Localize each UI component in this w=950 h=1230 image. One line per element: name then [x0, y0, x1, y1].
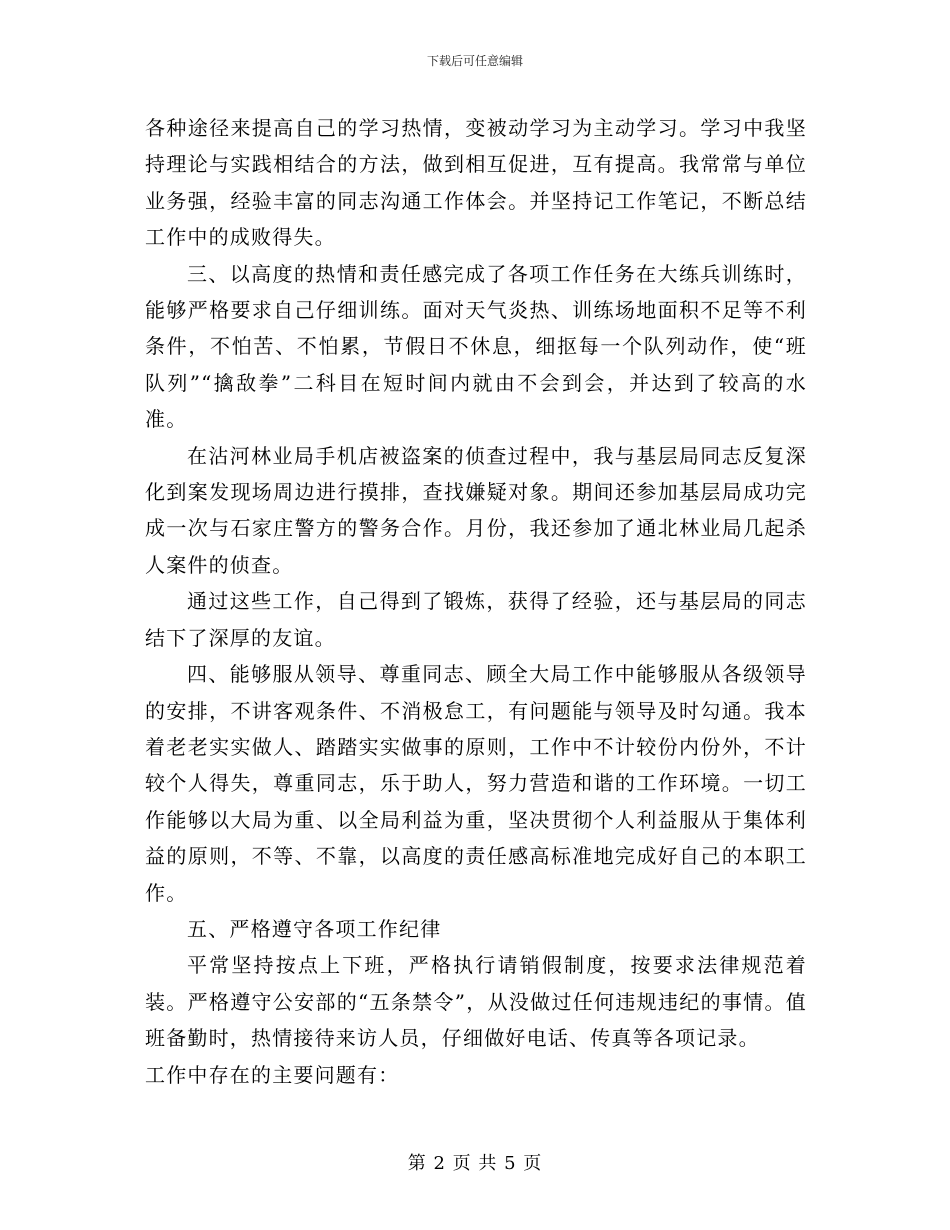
- paragraph-study-methods: 各种途径来提高自己的学习热情，变被动学习为主动学习。学习中我坚持理论与实践相结合的方法，做到相互促进，互有提高。我常常与单位业务强，经验丰富的同志沟通工作体会。并坚持记工作笔记，不断总结工作中的成败得失。: [145, 116, 807, 250]
- paragraph-case-investigation: 在沾河林业局手机店被盗案的侦查过程中，我与基层局同志反复深化到案发现场周边进行摸排，查找嫌疑对象。期间还参加基层局成功完成一次与石家庄警方的警务合作。月份，我还参加了通北林业局几起杀人案件的侦查。: [145, 443, 807, 577]
- section-five-heading: 五、严格遵守各项工作纪律: [187, 916, 442, 941]
- paragraph-main-problems: 工作中存在的主要问题有：: [145, 1062, 400, 1087]
- page-number-footer: 第 2 页 共 5 页: [407, 1153, 543, 1174]
- paragraph-experience-gained: 通过这些工作，自己得到了锻炼，获得了经验，还与基层局的同志结下了深厚的友谊。: [145, 589, 807, 650]
- paragraph-section-three-training: 三、以高度的热情和责任感完成了各项工作任务在大练兵训练时，能够严格要求自己仔细训练。面对天气炎热、训练场地面积不足等不利条件，不怕苦、不怕累，节假日不休息，细抠每一个队列动作，使“班队列”“擒敌拳”二科目在短时间内就由不会到会，并达到了较高的水准。: [145, 261, 807, 432]
- paragraph-section-four-obedience: 四、能够服从领导、尊重同志、顾全大局工作中能够服从各级领导的安排，不讲客观条件、不消极怠工，有问题能与领导及时勾通。我本着老老实实做人、踏踏实实做事的原则，工作中不计较份内份外，不计较个人得失，尊重同志，乐于助人，努力营造和谐的工作环境。一切工作能够以大局为重、以全局利益为重，坚决贯彻个人利益服从于集体利益的原则，不等、不靠，以高度的责任感高标准地完成好自己的本职工作。: [145, 662, 807, 905]
- paragraph-discipline: 平常坚持按点上下班，严格执行请销假制度，按要求法律规范着装。严格遵守公安部的“五条禁令”，从没做过任何违规违纪的事情。值班备勤时，热情接待来访人员，仔细做好电话、传真等各项记录。: [145, 953, 807, 1051]
- document-body: [145, 110, 807, 1093]
- page-header: 下载后可任意编辑: [426, 54, 523, 68]
